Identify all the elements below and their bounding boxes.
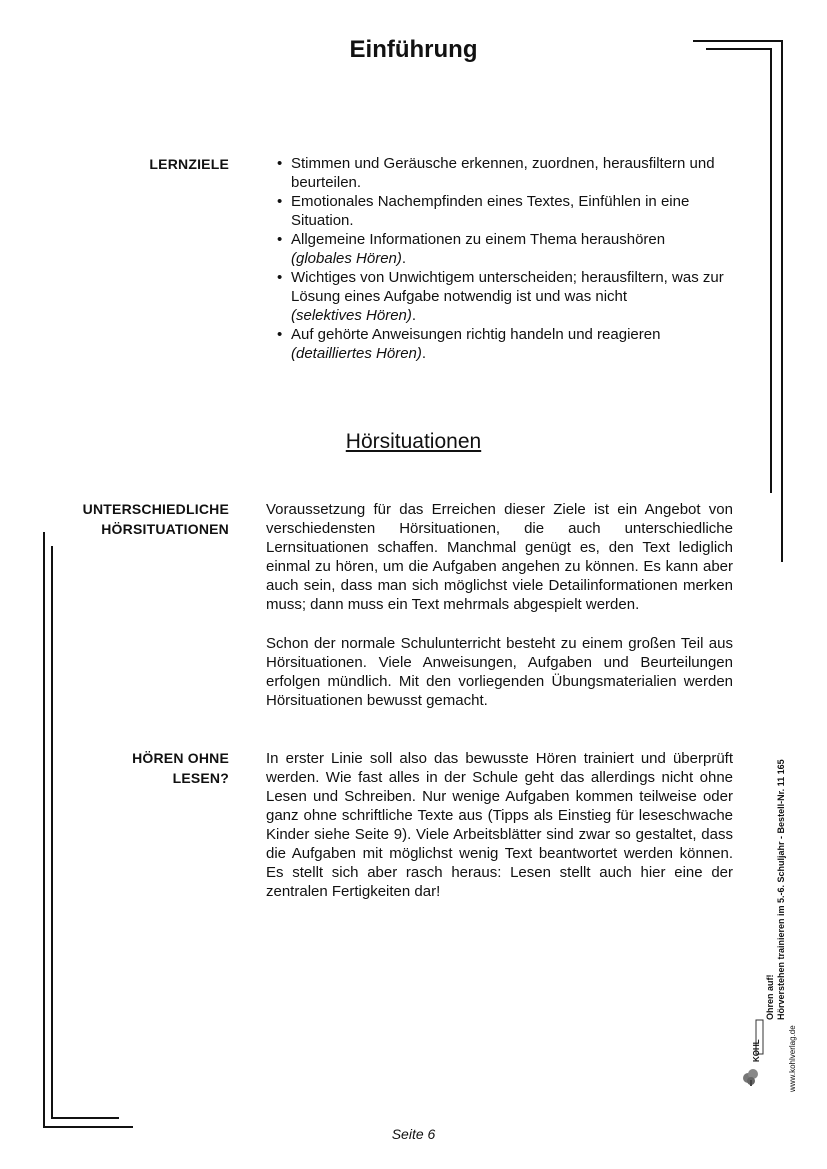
page-number: Seite 6 [391,1126,436,1142]
list-item: • Wichtiges von Unwichtigem unterscheiden; herausfiltern, was zur Lösung eines Aufgabe notwendig ist und was nicht (selektives Hören). [277,269,724,324]
frame-top-right-inner-h [706,48,772,50]
goal-text: Stimmen und Geräusche erkennen, zuordnen, herausfiltern und beurteilen. [291,155,715,191]
list-item [277,154,737,192]
bullet-icon: • [277,193,283,210]
label-text: LERNZIELE [149,156,229,172]
frame-top-right-inner-v [770,48,772,493]
paragraph-text: In erster Linie soll also das bewusste Hören trainiert und überprüft werden. Wie fast alles in der Schule geht das allerdings nicht ohne Lesen und Schreiben. Nur wenige Aufgaben kommen teilweise oder ganz ohne schriftliche Texte aus (Tipps als Einstieg für leseschwache Kinder siehe Seite 9). Viele Arbeitsblätter sind zwar so gestaltet, dass die Aufgaben mit möglichst wenig Text beantwortet werden können. Es stellt sich aber rasch heraus: Lesen stellt auch hier eine der zentralen Fertigkeiten dar! [266,750,733,900]
goal-text: Allgemeine Informationen zu einem Thema heraushören [291,231,666,248]
list-item: • Auf gehörte Anweisungen richtig handeln und reagieren (detailliertes Hören). [277,326,661,362]
section-label-hoeren-ohne-lesen [132,748,229,788]
list-item: • Allgemeine Informationen zu einem Thema heraushören (globales Hören). [277,231,666,267]
page-title: Einführung [349,36,478,63]
paragraph-unterschiedliche-1 [266,500,733,614]
book-info-sidebar [765,712,795,1092]
frame-bottom-left-inner-v [51,546,53,1119]
label-line-2: LESEN? [172,770,229,786]
frame-top-right-outer-h [693,40,783,42]
logo-text: KOHL [752,1039,761,1062]
book-subtitle-order: Hörverstehen trainieren im 5.-6. Schuljahr - Bestell-Nr. 11 165 [776,759,786,1020]
section-label-lernziele [149,154,229,174]
paragraph-text: Schon der normale Schulunterricht besteht zu einem großen Teil aus Hörsituationen. Viele Anweisungen, Aufgaben und Beurteilungen erfolgen mündlich. Mit den vorliegenden Übungsmaterialien werden Hörsituationen bewusst gemacht. [266,635,733,709]
frame-bottom-left-outer-v [43,532,45,1128]
bullet-icon: • [277,326,283,343]
goal-note: (globales Hören) [291,250,402,267]
goal-text: Emotionales Nachempfinden eines Textes, Einfühlen in eine Situation. [291,193,690,229]
bullet-icon: • [277,231,283,248]
publisher-url: www.kohlverlag.de [788,1025,797,1092]
label-line-2: HÖRSITUATIONEN [101,521,229,537]
section-title-hoersituationen: Hörsituationen [345,430,482,453]
goal-note: (selektives Hören) [291,307,412,324]
section-label-unterschiedliche [83,499,229,539]
label-line-1: UNTERSCHIEDLICHE [82,501,229,517]
frame-top-right-outer-v [781,40,783,562]
list-item [277,192,737,230]
paragraph-hoeren-ohne-lesen [266,749,733,901]
publisher-logo [740,1018,764,1088]
bullet-icon: • [277,155,283,172]
learning-goals-list [277,154,737,363]
goal-text: Auf gehörte Anweisungen richtig handeln und reagieren [291,326,661,343]
book-title: Ohren auf! [765,974,775,1020]
frame-bottom-left-inner-h [51,1117,119,1119]
goal-note: (detailliertes Hören) [291,345,422,362]
goal-text: Wichtiges von Unwichtigem unterscheiden; herausfiltern, was zur Lösung eines Aufgabe notwendig ist und was nicht [291,269,724,305]
bullet-icon: • [277,269,283,286]
paragraph-unterschiedliche-2 [266,634,733,710]
label-line-1: HÖREN OHNE [132,750,229,766]
paragraph-text: Voraussetzung für das Erreichen dieser Ziele ist ein Angebot von verschiedensten Hörsituationen, die auch unterschiedliche Lernsituationen schaffen. Manchmal genügt es, den Text lediglich einmal zu hören, um die Aufgaben angehen zu können. Es kann aber auch sein, dass man sich möglichst viele Detailinformationen merken muss; dann muss ein Text mehrmals abgespielt werden. [266,501,733,613]
